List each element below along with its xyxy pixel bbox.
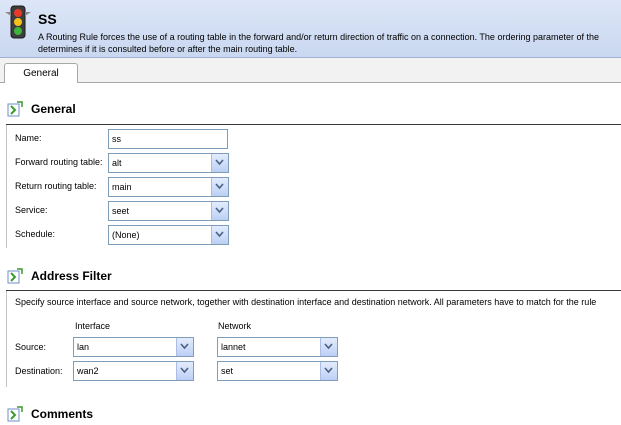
interface-column-header: Interface — [75, 321, 111, 331]
schedule-label: Schedule: — [15, 229, 56, 239]
schedule-value: (None) — [112, 230, 140, 240]
address-filter-section-header — [0, 267, 621, 287]
edit-arrow-icon — [7, 101, 23, 117]
chevron-down-icon[interactable] — [176, 338, 193, 356]
source-network-select[interactable] — [217, 337, 338, 357]
address-filter-description: Specify source interface and source network, together with destination interface and destination network. All parameters have to match for the rule — [15, 297, 597, 307]
chevron-down-icon[interactable] — [320, 362, 337, 380]
chevron-down-icon[interactable] — [176, 362, 193, 380]
source-interface-value: lan — [77, 342, 90, 352]
address-filter-section-title: Address Filter — [31, 269, 112, 283]
general-section-title: General — [31, 102, 76, 116]
page-title: SS — [38, 11, 57, 27]
chevron-down-icon[interactable] — [211, 202, 228, 220]
tab-strip — [0, 58, 621, 83]
return-routing-table-value: main — [112, 182, 132, 192]
page-header — [0, 0, 621, 58]
general-section-header — [0, 100, 621, 120]
traffic-light-icon — [3, 4, 33, 40]
service-value: seet — [112, 206, 130, 216]
source-label: Source: — [15, 342, 47, 352]
service-select[interactable] — [108, 201, 229, 221]
forward-routing-table-label: Forward routing table: — [15, 157, 103, 167]
chevron-down-icon[interactable] — [211, 226, 228, 244]
destination-network-value: set — [221, 366, 234, 376]
source-interface-select[interactable] — [73, 337, 194, 357]
comments-section-header — [0, 405, 621, 425]
return-routing-table-label: Return routing table: — [15, 181, 97, 191]
tab-general[interactable]: General — [4, 63, 78, 83]
comments-section-title: Comments — [31, 407, 94, 421]
page-description-line-1: A Routing Rule forces the use of a routing table in the forward and/or return direction of traffic on a connection. The ordering parameter of the — [38, 32, 599, 42]
destination-interface-value: wan2 — [77, 366, 99, 376]
destination-label: Destination: — [15, 366, 63, 376]
forward-routing-table-value: alt — [112, 158, 122, 168]
service-label: Service: — [15, 205, 48, 215]
page-description — [38, 31, 621, 55]
chevron-down-icon[interactable] — [320, 338, 337, 356]
source-network-value: lannet — [221, 342, 246, 352]
chevron-down-icon[interactable] — [211, 178, 228, 196]
edit-arrow-icon — [7, 406, 23, 422]
network-column-header: Network — [218, 321, 252, 331]
destination-network-select[interactable] — [217, 361, 338, 381]
general-section-box — [6, 125, 621, 248]
chevron-down-icon[interactable] — [211, 154, 228, 172]
page-description-line-2: determines if it is consulted before or after the main routing table. — [38, 44, 298, 54]
name-label: Name: — [15, 133, 42, 143]
edit-arrow-icon — [7, 268, 23, 284]
name-input[interactable]: ss — [108, 129, 228, 149]
return-routing-table-select[interactable] — [108, 177, 229, 197]
schedule-select[interactable] — [108, 225, 229, 245]
forward-routing-table-select[interactable] — [108, 153, 229, 173]
destination-interface-select[interactable] — [73, 361, 194, 381]
